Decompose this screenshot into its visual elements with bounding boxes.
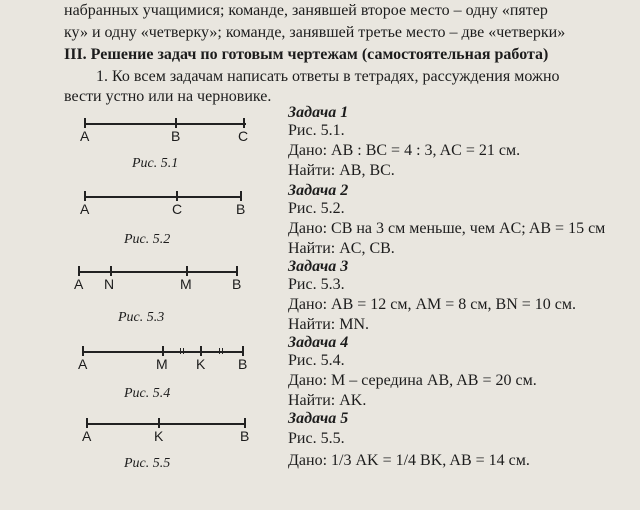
point-tick [110,266,112,276]
point-tick [244,418,246,428]
task-title: Задача 3 [288,258,349,275]
figure-caption: Рис. 5.5 [124,456,171,471]
point-tick [236,266,238,276]
task-figure-ref: Рис. 5.1. [288,122,345,139]
point-label: C [172,201,183,217]
figure-caption: Рис. 5.1 [132,156,179,171]
point-tick [240,191,242,201]
point-label: A [82,428,92,444]
figure-caption: Рис. 5.4 [124,386,171,401]
point-label: K [196,356,206,372]
point-label: B [232,276,242,292]
task-figure-ref: Рис. 5.5. [288,430,345,447]
point-label: M [180,276,192,292]
point-label: B [171,128,181,144]
point-tick [242,346,244,356]
point-tick [175,118,177,128]
segment-line [86,423,246,425]
task-title: Задача 1 [288,104,349,121]
point-label: N [104,276,115,292]
task-find: Найти: AC, CB. [288,240,395,257]
task-title: Задача 5 [288,410,349,427]
point-tick [162,346,164,356]
intro-line-1: набранных учащимися; команде, занявшей второе место – одну «пятер [64,2,548,19]
point-tick [84,118,86,128]
task-figure-ref: Рис. 5.2. [288,200,345,217]
task-given: Дано: CB на 3 см меньше, чем AC; AB = 15 см [288,220,606,237]
point-tick [158,418,160,428]
point-tick [84,191,86,201]
point-label: C [238,128,249,144]
task-figure-ref: Рис. 5.4. [288,352,345,369]
task-given: Дано: AB : BC = 4 : 3, AC = 21 см. [288,142,521,159]
figure-caption: Рис. 5.2 [124,232,171,247]
point-tick [78,266,80,276]
point-label: K [154,428,164,444]
equal-mark [219,348,220,354]
point-tick [186,266,188,276]
point-label: A [80,201,90,217]
section-text-1: 1. Ко всем задачам написать ответы в тетрадях, рассуждения можно [96,68,560,85]
figure-caption: Рис. 5.3 [118,310,165,325]
point-tick [176,191,178,201]
segment-line [78,271,238,273]
equal-mark [180,348,181,354]
point-tick [82,346,84,356]
equal-mark [222,348,223,354]
task-title: Задача 2 [288,182,349,199]
segment-line [84,196,242,198]
point-tick [243,118,245,128]
point-label: M [156,356,168,372]
point-label: A [78,356,88,372]
point-tick [86,418,88,428]
task-given: Дано: AB = 12 см, AM = 8 см, BN = 10 см. [288,296,577,313]
task-figure-ref: Рис. 5.3. [288,276,345,293]
point-label: A [80,128,90,144]
segment-line [84,123,246,125]
point-tick [200,346,202,356]
task-given: Дано: M – середина AB, AB = 20 см. [288,372,537,389]
point-label: B [238,356,248,372]
task-given: Дано: 1/3 AK = 1/4 BK, AB = 14 см. [288,452,530,469]
task-find: Найти: AK. [288,392,367,409]
equal-mark [183,348,184,354]
task-find: Найти: AB, BC. [288,162,395,179]
point-label: B [236,201,246,217]
task-find: Найти: MN. [288,316,369,333]
point-label: B [240,428,250,444]
section-text-2: вести устно или на черновике. [64,88,272,105]
point-label: A [74,276,84,292]
section-title: III. Решение задач по готовым чертежам (самостоятельная работа) [64,46,549,63]
task-title: Задача 4 [288,334,349,351]
intro-line-2: ку» и одну «четверку»; команде, занявшей третье место – две «четверки» [64,24,566,41]
